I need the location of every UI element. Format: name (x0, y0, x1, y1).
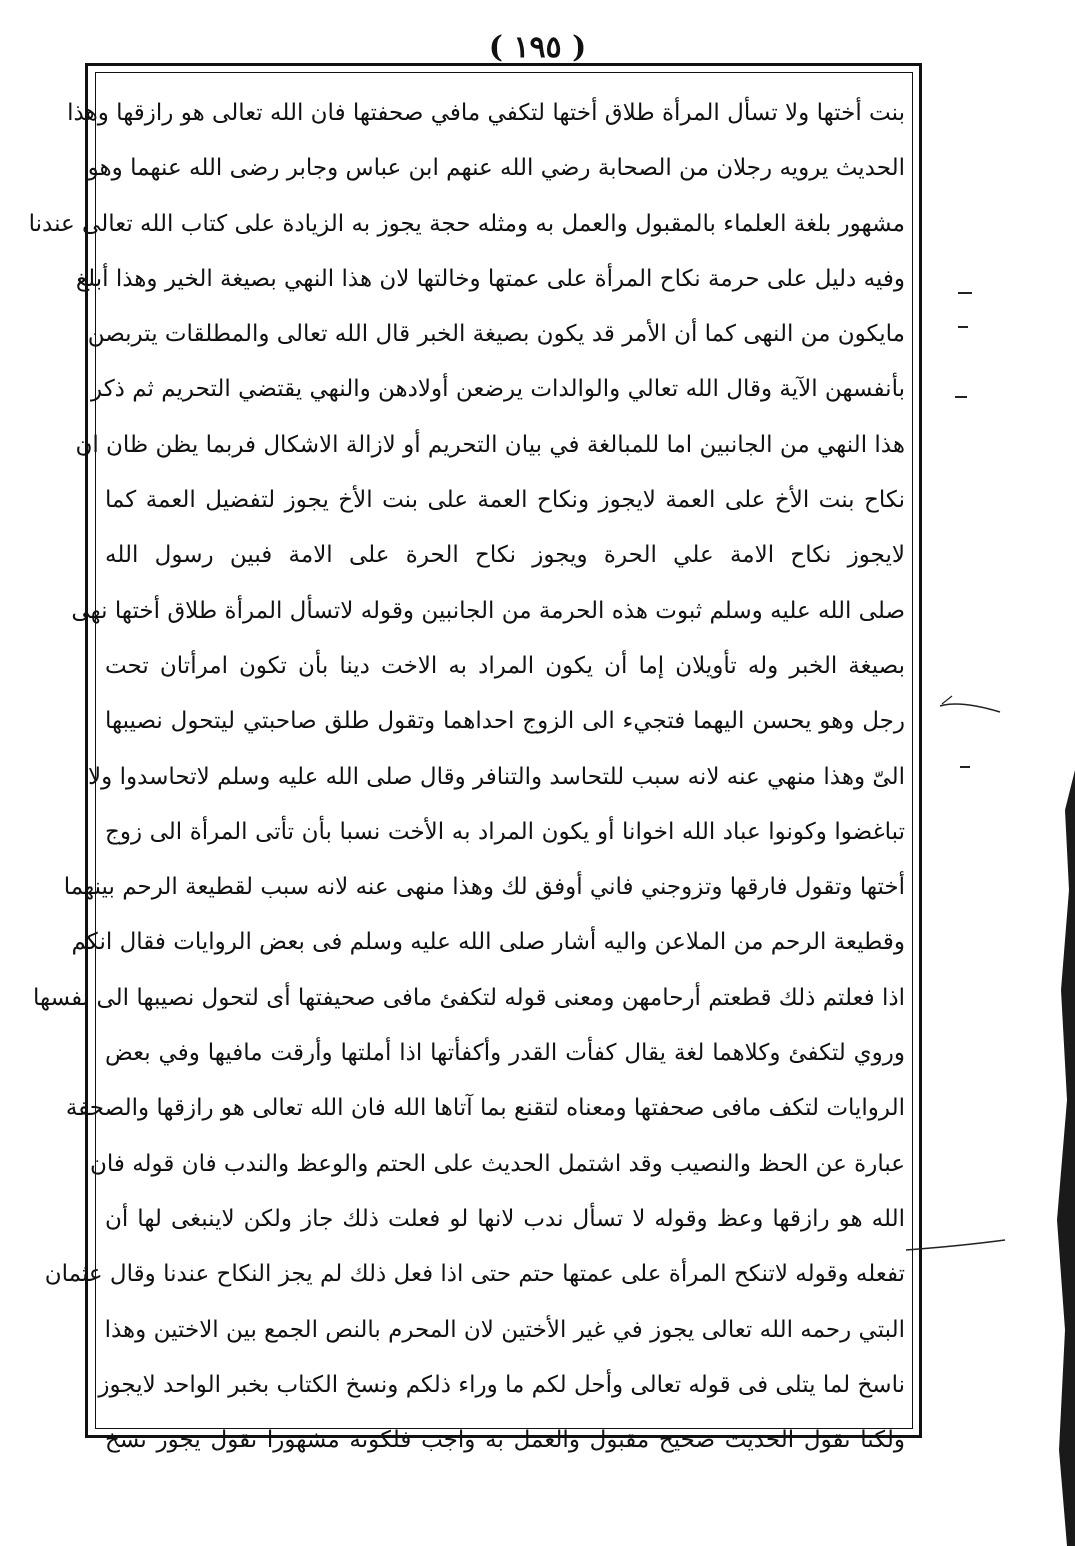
scan-edge-shadow (1047, 770, 1075, 1546)
text-line: رجل وهو يحسن اليهما فتجيء الى الزوج احداهما وتقول طلق صاحبتي ليتحول نصيبها (105, 708, 905, 735)
page-number: ( ١٩٥ ) (488, 30, 587, 65)
text-line: تفعله وقوله لاتنكح المرأة على عمتها حتم حتى اذا فعل ذلك لم يجز النكاح عندنا وقال عثمان (44, 1261, 905, 1288)
text-line: عبارة عن الحظ والنصيب وقد اشتمل الحديث على الحتم والوعظ والندب فان قوله فان (89, 1150, 905, 1177)
text-line: الحديث يرويه رجلان من الصحابة رضي الله عنهم ابن عباس وجابر رضى الله عنهما وهو (87, 155, 905, 182)
text-line: بأنفسهن الآية وقال الله تعالي والوالدات يرضعن أولادهن والنهي يقتضي التحريم ثم ذكر (91, 376, 905, 403)
text-line: وروي لتكفئ وكلاهما لغة يقال كفأت القدر وأكفأتها اذا أملتها وأرقت مافيها وفي بعض (105, 1040, 905, 1067)
margin-mark (958, 292, 972, 294)
text-line: الله هو رازقها وعظ وقوله لا تسأل ندب لانها لو فعلت ذلك جاز ولكن لاينبغى لها أن (105, 1205, 905, 1232)
text-line: أختها وتقول فارقها وتزوجني فاني أوفق لك وهذا منهى عنه لانه سبب لقطيعة الرحم بينهما (63, 874, 905, 901)
text-body (28, 86, 905, 1454)
text-line: ولكنا نقول الحديث صحيح مقبول والعمل به واجب فلكونه مشهورا نقول يجوز نسخ (105, 1427, 905, 1454)
text-line: الىّ وهذا منهي عنه لانه سبب للتحاسد والتنافر وقال صلى الله عليه وسلم لاتحاسدوا ولا (88, 763, 905, 790)
text-line: وقطيعة الرحم من الملاعن واليه أشار صلى الله عليه وسلم فى بعض الروايات فقال انكم (71, 929, 905, 956)
margin-stroke (940, 704, 1000, 712)
margin-mark (955, 396, 967, 398)
text-line: تباغضوا وكونوا عباد الله اخوانا أو يكون المراد به الأخت نسبا بأن تأتى المرأة الى زوج (105, 818, 905, 845)
text-line: لايجوز نكاح الامة علي الحرة ويجوز نكاح الحرة على الامة فبين رسول الله (105, 542, 905, 569)
text-line: بنت أختها ولا تسأل المرأة طلاق أختها لتكفي مافي صحفتها فان الله تعالى هو رازقها وهذا (67, 100, 905, 126)
margin-stroke (942, 696, 952, 704)
text-line: وفيه دليل على حرمة نكاح المرأة على عمتها وخالتها لان هذا النهي بصيغة الخير وهذا أبلغ (75, 265, 905, 292)
margin-mark (960, 766, 970, 768)
text-line: صلى الله عليه وسلم ثبوت هذه الحرمة من الجانبين وقوله لاتسأل المرأة طلاق أختها نهى (71, 597, 905, 624)
text-line: هذا النهي من الجانبين اما للمبالغة في بيان التحريم أو لازالة الاشكال فربما يظن ظان ان (75, 431, 905, 458)
text-line: نكاح بنت الأخ على العمة لايجوز ونكاح العمة على بنت الأخ يجوز لتفضيل العمة كما (105, 487, 905, 514)
text-line: البتي رحمه الله تعالى يجوز في غير الأختين لان المحرم بالنص الجمع بين الاختين وهذا (104, 1316, 905, 1343)
text-line: مشهور بلغة العلماء بالمقبول والعمل به ومثله حجة يجوز به الزيادة على كتاب الله تعالى عندنا (28, 210, 905, 237)
text-line: ناسخ لما يتلى فى قوله تعالى وأحل لكم ما وراء ذلكم ونسخ الكتاب بخبر الواحد لايجوز (98, 1371, 905, 1398)
text-line: مايكون من النهى كما أن الأمر قد يكون بصيغة الخبر قال الله تعالى والمطلقات يتربصن (87, 321, 905, 348)
text-line: الروايات لتكف مافى صحفتها ومعناه لتقنع بما آتاها الله فان الله تعالى هو رازقها والصحفة (65, 1095, 905, 1122)
text-line: بصيغة الخبر وله تأويلان إما أن يكون المراد به الاخت دينا بأن تكون امرأتان تحت (105, 652, 905, 679)
margin-mark (958, 326, 968, 328)
text-line: اذا فعلتم ذلك قطعتم أرحامهن ومعنى قوله لتكفئ مافى صحيفتها أى لتحول نصيبها الى نفسها (33, 984, 905, 1011)
